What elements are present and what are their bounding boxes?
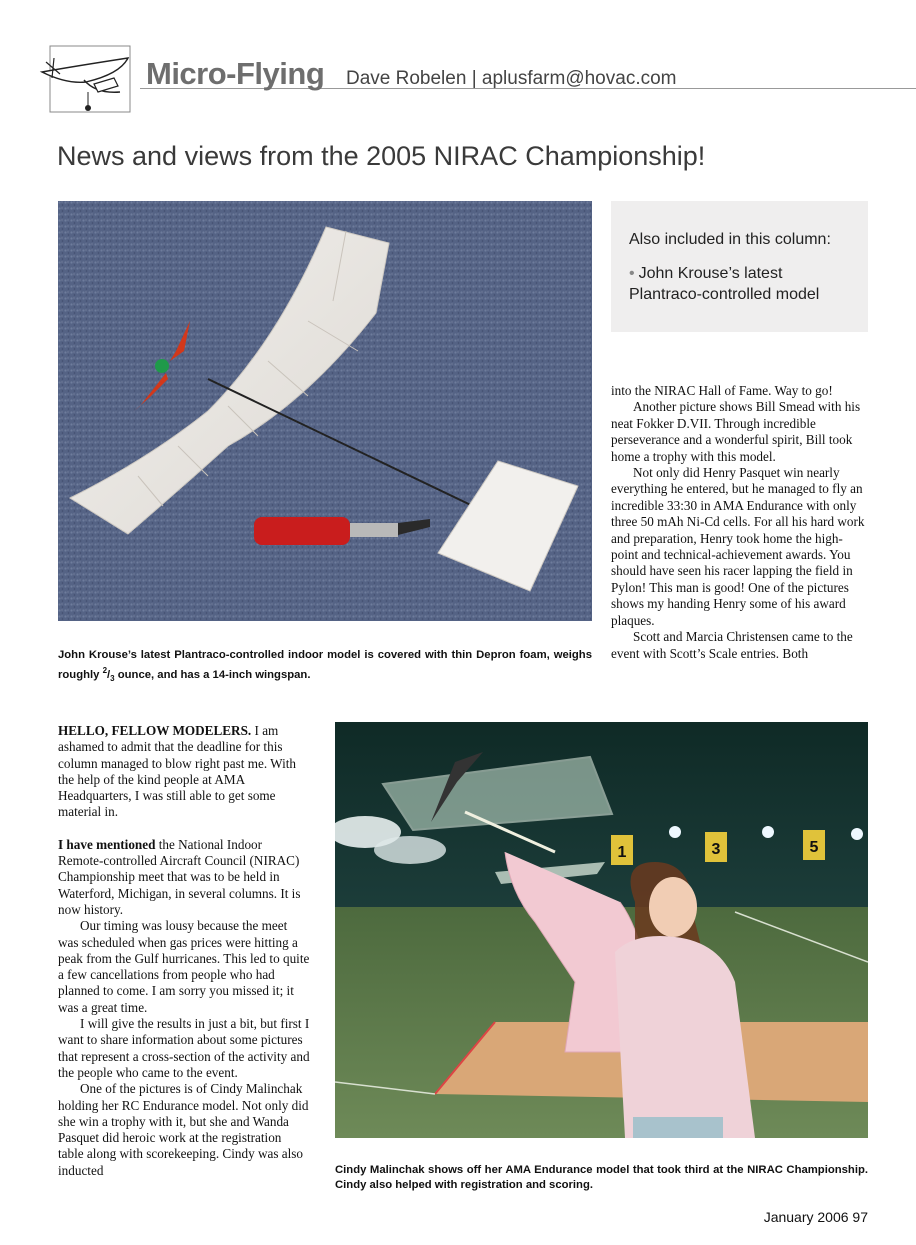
page-title: News and views from the 2005 NIRAC Championship! (57, 141, 706, 171)
paragraph: into the NIRAC Hall of Fame. Way to go! (611, 383, 833, 398)
sign-label: 1 (617, 844, 627, 861)
sidebar-title: Also included in this column: (629, 231, 831, 248)
sign-label: 3 (711, 841, 721, 858)
column-name: Micro-Flying (146, 56, 325, 91)
paragraph: Another picture shows Bill Smead with his neat Fokker D.VII. Through incredible perseverance and a wonderful spirit, Bill took home a trophy with this model. (611, 399, 861, 464)
sign-label: 5 (809, 839, 819, 856)
paragraph: One of the pictures is of Cindy Malinchak holding her RC Endurance model. Not only did she win a trophy with it, but she and Wanda Pasquet did heroic work at the registration table along with scorekeeping. Cindy was also inducted (58, 1081, 309, 1178)
paragraph: Not only did Henry Pasquet win nearly everything he entered, but he managed to fly an incredible 33:30 in AMA Endurance with only three 50 mAh Ni-Cd cells. For all his hard work and preparation, Henry took home the high-point and technical-achievement awards. You should have seen his racer lapping the field in Pylon! This man is good! One of the pictures shows my handing Henry some of his award plaques. (611, 465, 865, 628)
photo-caption-cindy: Cindy Malinchak shows off her AMA Endurance model that took third at the NIRAC Championship. Cindy also helped with registration and scoring. (335, 1164, 868, 1191)
paragraph: Scott and Marcia Christensen came to the event with Scott’s Scale entries. Both (611, 629, 853, 661)
photo-caption-plantraco: John Krouse’s latest Plantraco-controlled indoor model is covered with thin Depron foam, weighs roughly $^2/_3$ ounce, and has a 14-inch wingspan. (58, 649, 592, 684)
photo-plantraco-model (58, 201, 592, 621)
paragraph: Our timing was lousy because the meet was scheduled when gas prices were hitting a peak from the Gulf hurricanes. This led to quite a few cancellations from people who had planned to come. I am sorry you missed it; it was a great time. (58, 918, 310, 1015)
sidebar-item: • John Krouse’s latest Plantraco-controlled model (629, 265, 820, 303)
byline: Dave Robelen | aplusfarm@hovac.com (346, 68, 677, 89)
paragraph: I have mentioned the National Indoor Remote-controlled Aircraft Council (NIRAC) Championship meet that was to be held in Waterford, Michigan, in several columns. It is now history. (58, 836, 301, 917)
left-column-text (58, 723, 310, 1179)
sidebar-box (611, 201, 868, 332)
page-folio: January 2006 97 (763, 1209, 868, 1225)
paragraph: HELLO, FELLOW MODELERS. I am ashamed to admit that the deadline for this column managed to blow right past me. With the help of the kind people at AMA Headquarters, I was still able to get some material in. (58, 723, 297, 820)
right-column-text (611, 383, 867, 662)
bullet-icon: • (629, 265, 635, 282)
photo-cindy-endurance-model (335, 722, 868, 1138)
column-logo (36, 44, 134, 116)
paragraph: I will give the results in just a bit, but first I want to share information about some pictures that represent a cross-section of the activity and the people who came to the event. (58, 1016, 310, 1080)
